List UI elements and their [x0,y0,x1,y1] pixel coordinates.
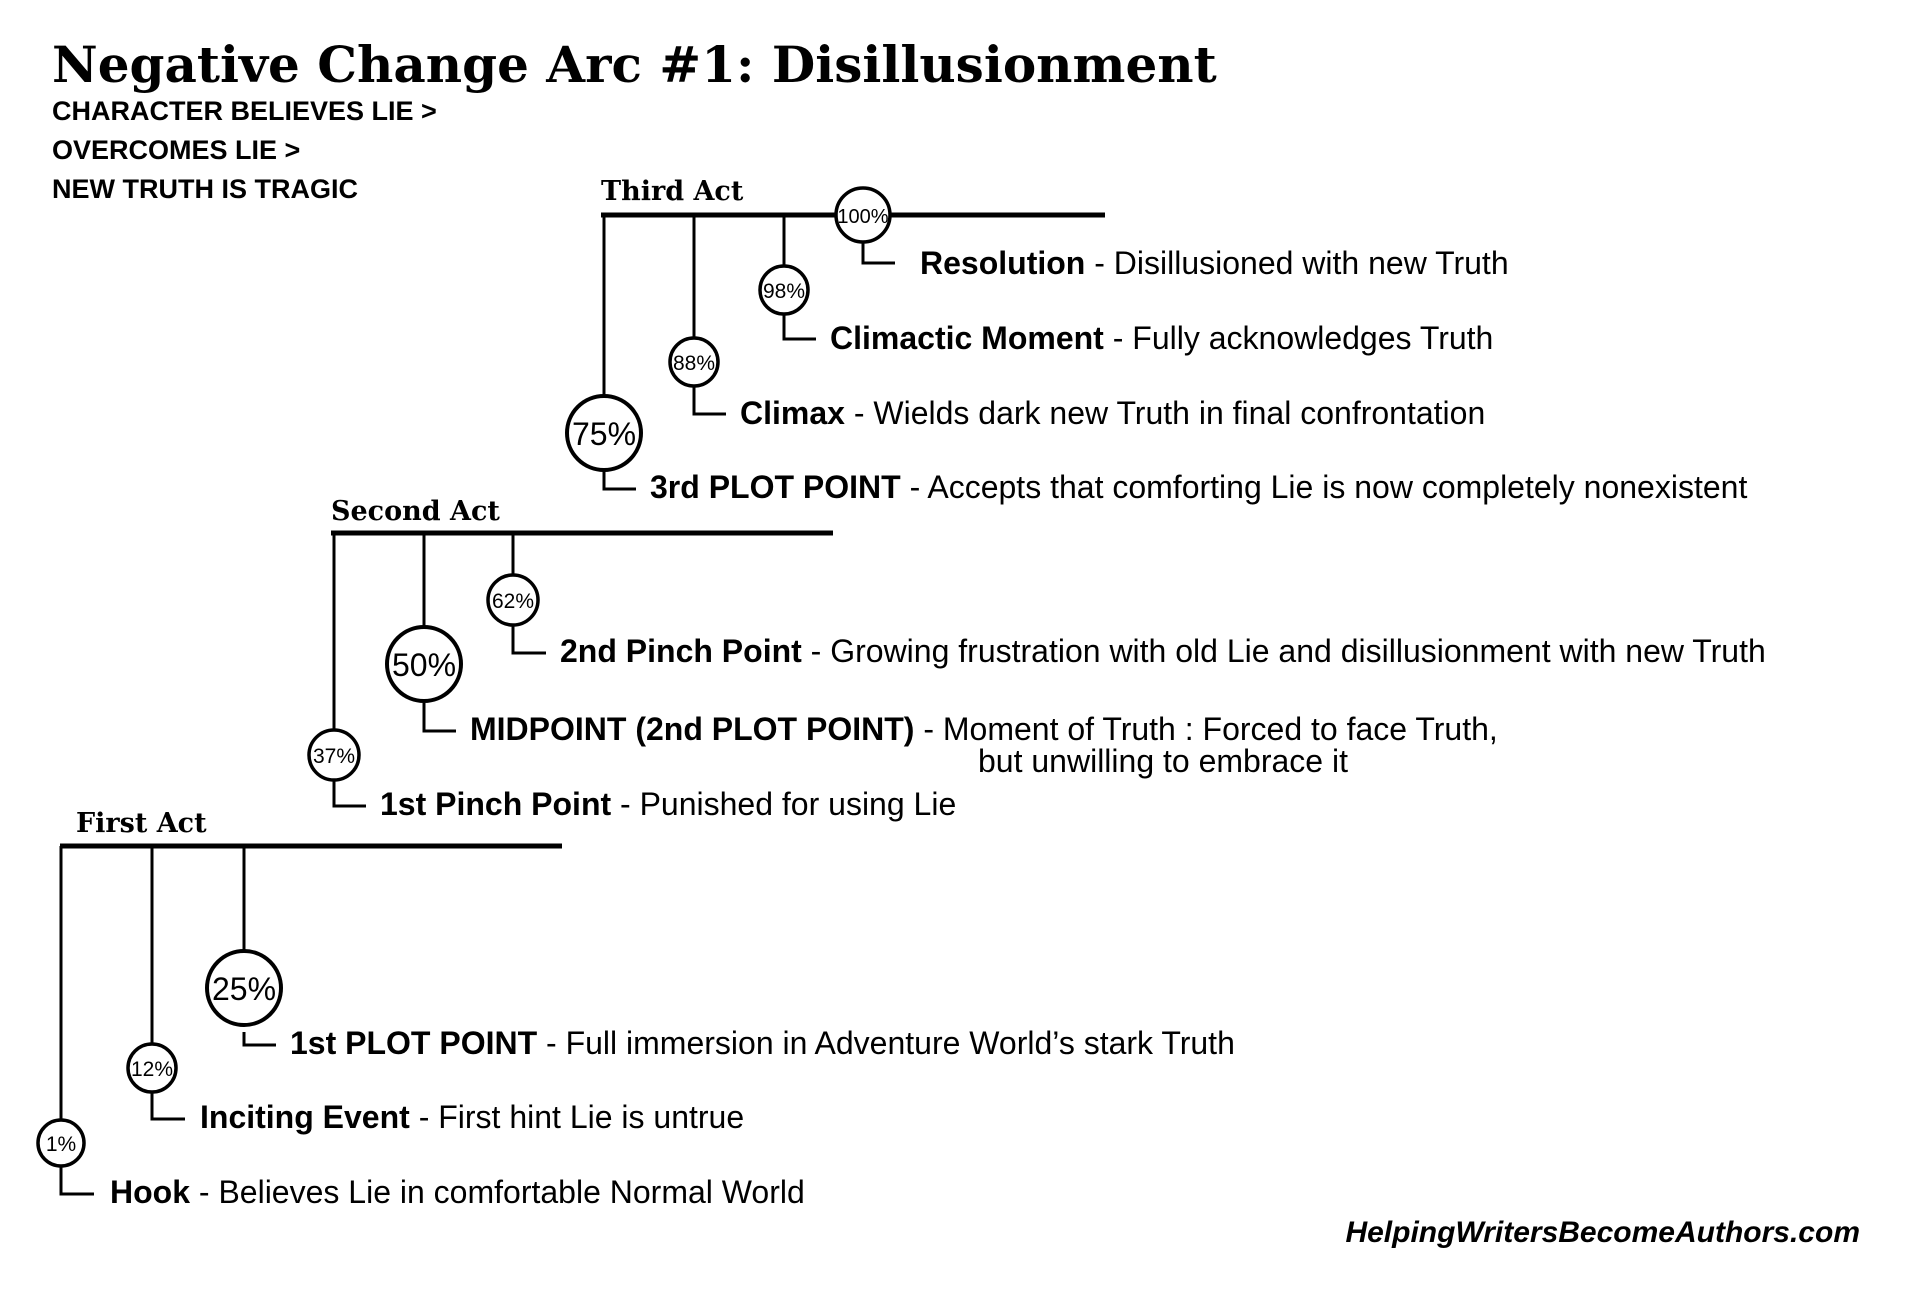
event-2nd-pinch-point [488,533,1766,669]
event-connector [61,1166,94,1194]
event-connector [334,779,366,806]
event-text [920,245,1509,281]
act-label-first: First Act [76,808,207,839]
event-connector [863,240,895,263]
percent-label: 88% [672,352,716,375]
event-description: Disillusioned with new Truth [1113,245,1509,281]
event-name: MIDPOINT (2nd PLOT POINT) [470,711,915,747]
event-separator: - [537,1025,566,1061]
event-separator: - [801,633,831,669]
event-name: Inciting Event [200,1099,410,1135]
event-description: Full immersion in Adventure World’s stark Truth [565,1025,1235,1061]
event-description: Believes Lie in comfortable Normal World [218,1174,805,1210]
event-separator: - [900,469,928,505]
act-label-second: Second Act [331,496,500,527]
event-connector [152,1092,185,1119]
event-description: Moment of Truth : Forced to face Truth, [942,711,1498,747]
event-separator: - [190,1174,219,1210]
percent-label: 25% [211,971,277,1007]
event-text [290,1025,1235,1061]
event-name: Climactic Moment [830,320,1104,356]
act-first [38,808,1235,1210]
subtitle-line-3: NEW TRUTH IS TRAGIC [52,174,358,204]
event-name: Climax [740,395,845,431]
event-description: Fully acknowledges Truth [1132,320,1494,356]
event-name: Resolution [920,245,1086,281]
event-connector [424,703,456,731]
percent-label: 100% [837,206,889,228]
percent-label: 1% [45,1133,77,1156]
subtitle-line-1: CHARACTER BELIEVES LIE > [52,96,437,126]
event-name: 2nd Pinch Point [560,633,802,669]
event-text [200,1099,744,1135]
event-separator: - [1103,320,1133,356]
event-connector [784,314,816,339]
event-description: Wields dark new Truth in final confrontation [873,395,1486,431]
event-name: 3rd PLOT POINT [650,469,901,505]
event-text [560,633,1766,669]
event-separator: - [914,711,943,747]
event-text [470,711,1498,747]
event-description: Accepts that comforting Lie is now completely nonexistent [927,469,1748,505]
event-separator: - [1085,245,1114,281]
event-resolution [836,188,1509,281]
event-separator: - [409,1099,439,1135]
diagram-title: Negative Change Arc #1: Disillusionment [52,35,1217,94]
event-separator: - [844,395,874,431]
percent-label: 75% [571,416,637,452]
event-1st-plot-point [207,846,1235,1061]
event-connector [513,624,546,653]
subtitle-line-2: OVERCOMES LIE > [52,135,301,165]
percent-label: 50% [391,647,457,683]
percent-label: 98% [762,280,806,303]
act-third [567,176,1747,505]
event-name: Hook [110,1174,190,1210]
event-name: 1st Pinch Point [380,786,612,822]
event-text [380,786,956,822]
event-text [830,320,1493,356]
percent-label: 37% [312,745,356,768]
event-connector [604,470,636,489]
event-text [740,395,1485,431]
event-description-line-2: but unwilling to embrace it [978,743,1348,779]
event-name: 1st PLOT POINT [290,1025,538,1061]
event-separator: - [611,786,640,822]
event-connector [244,1032,276,1045]
percent-label: 62% [491,590,535,613]
event-connector [694,386,726,414]
event-description: Punished for using Lie [639,786,957,822]
event-description: Growing frustration with old Lie and disillusionment with new Truth [830,633,1766,669]
event-description: First hint Lie is untrue [438,1099,745,1135]
footer-website: HelpingWritersBecomeAuthors.com [1345,1216,1860,1249]
event-text [110,1174,805,1210]
act-label-third: Third Act [601,176,744,207]
act-second [309,496,1766,822]
percent-label: 12% [130,1058,174,1081]
event-text [650,469,1747,505]
